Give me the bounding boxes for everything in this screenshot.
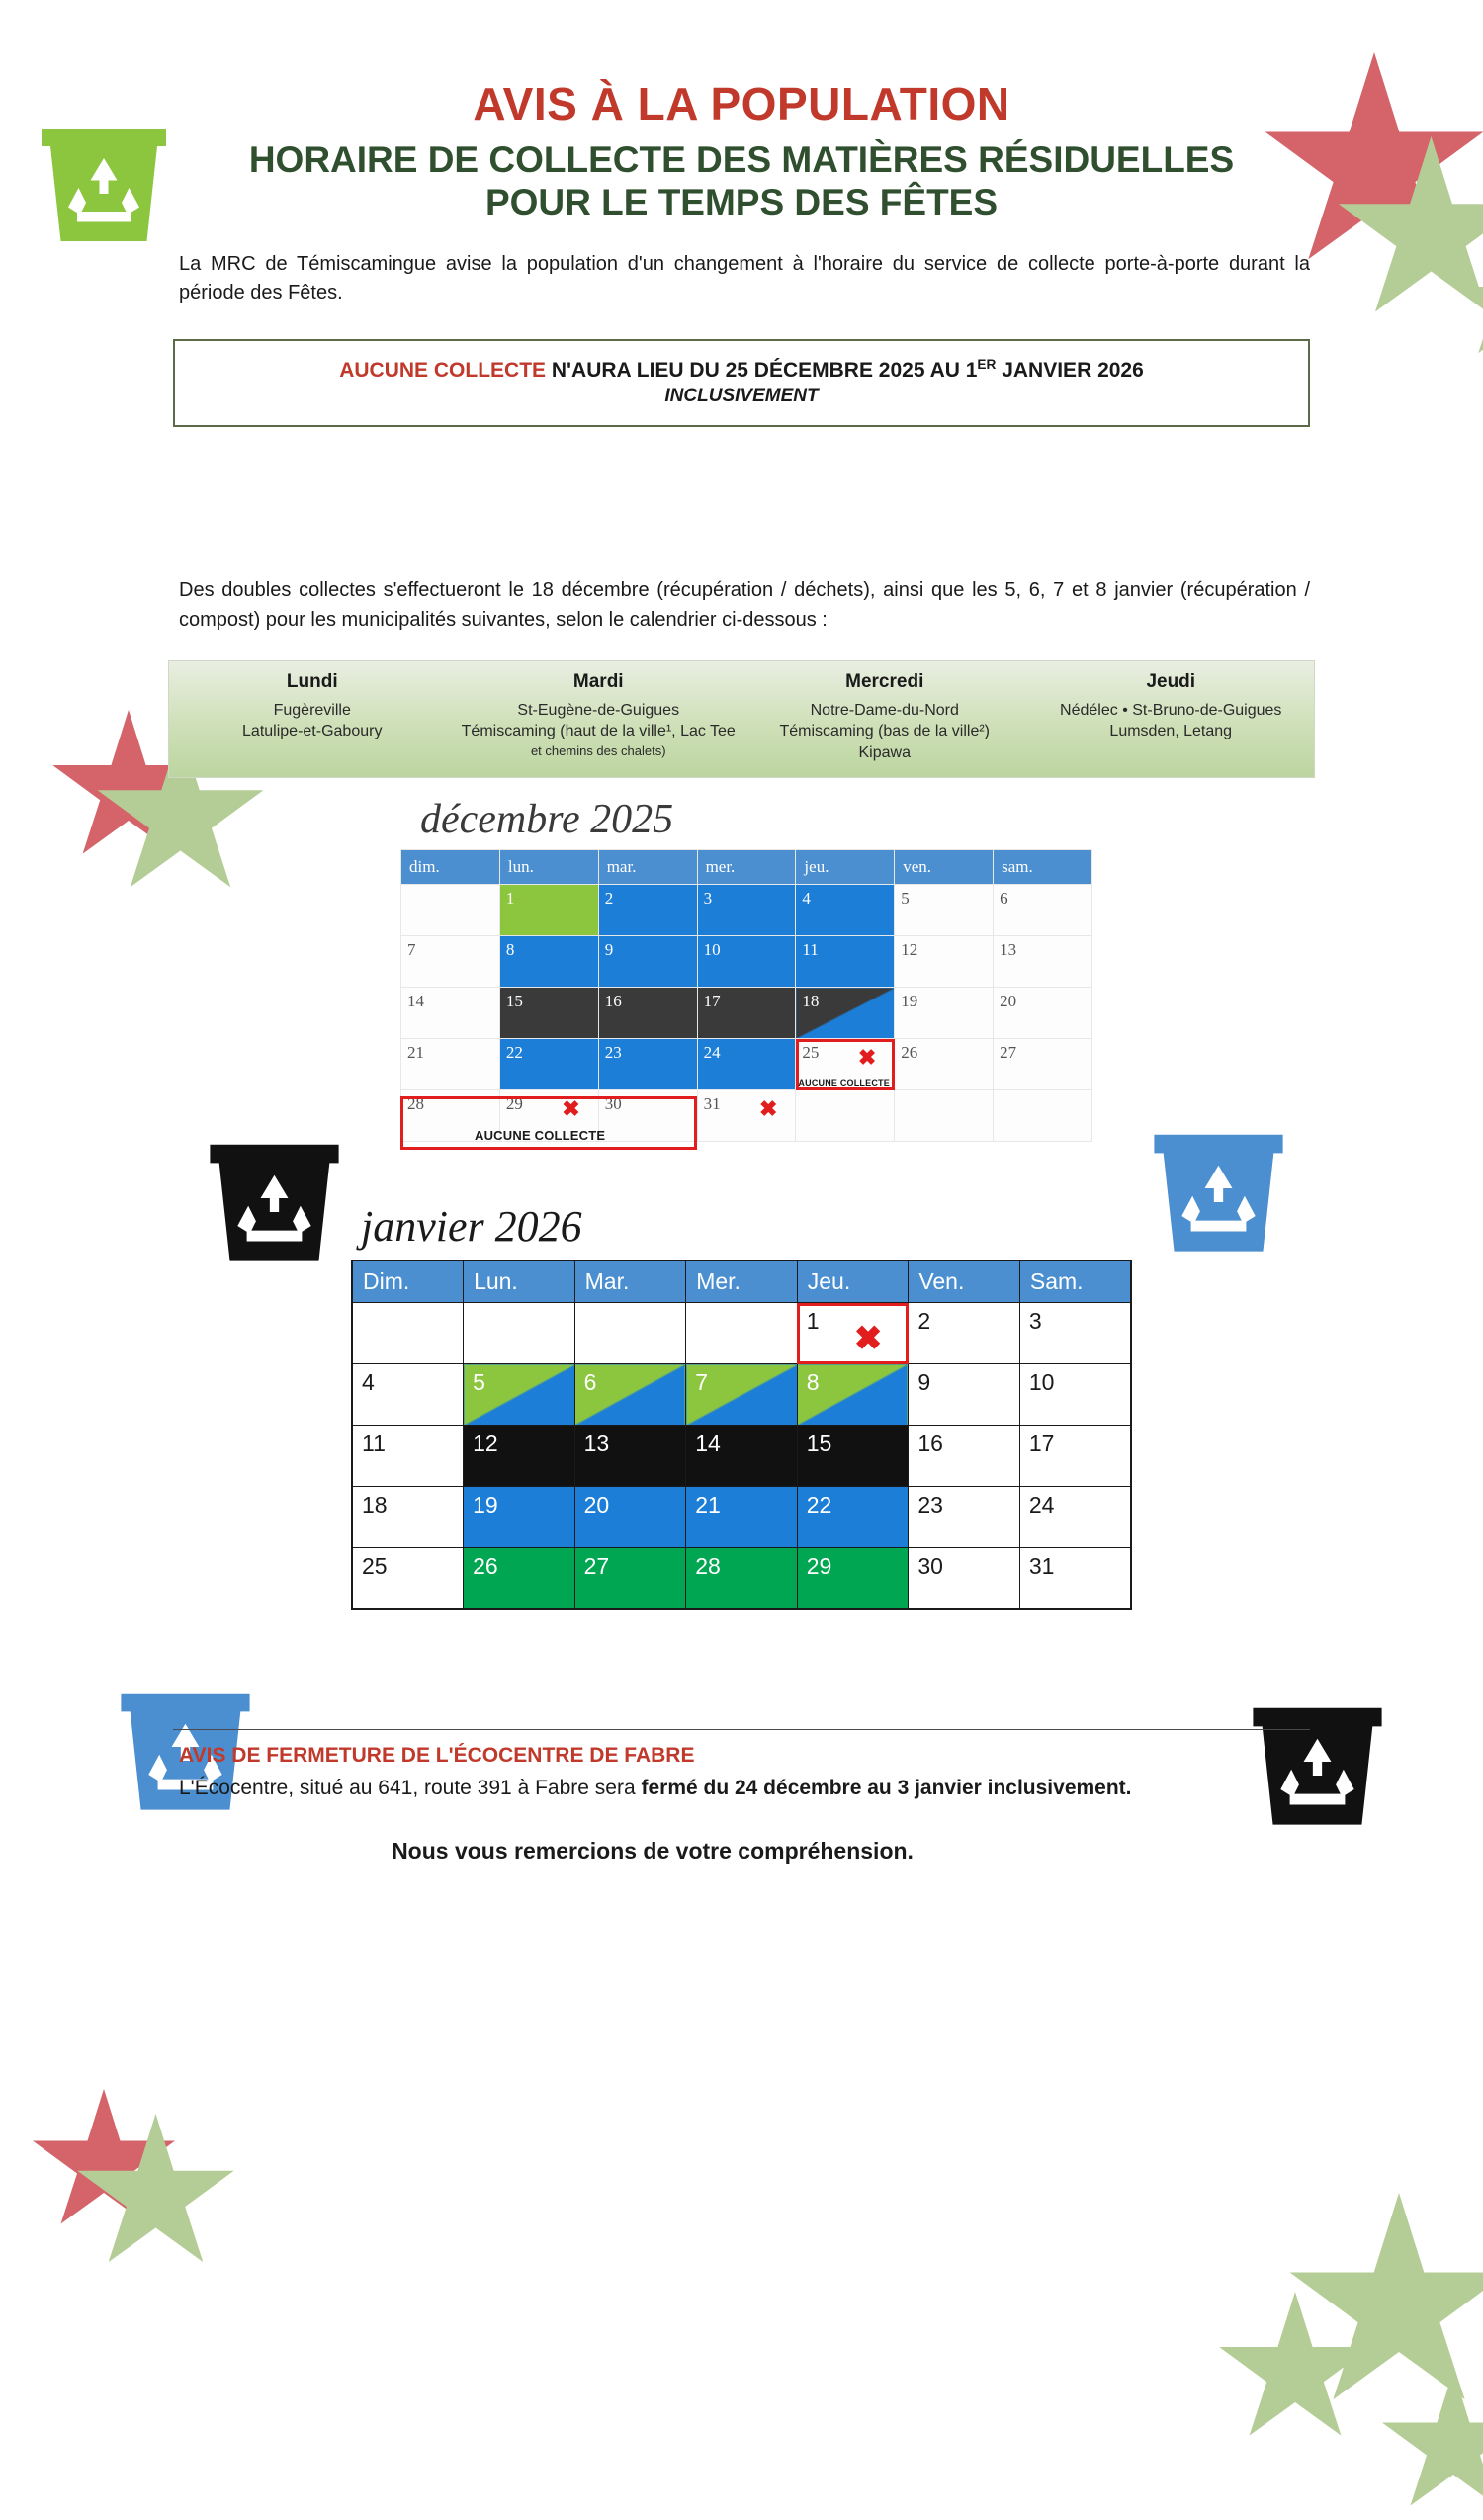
weekday-header: Mar. — [574, 1260, 686, 1303]
calendar-day-cell: 29 ✖ — [499, 1090, 598, 1142]
weekday-header: Mer. — [686, 1260, 798, 1303]
notice-rest2: JANVIER 2026 — [996, 358, 1144, 382]
january-calendar — [351, 1201, 1132, 1610]
municipality-name: Fugèreville — [273, 701, 351, 719]
calendar-day-cell: 17 — [697, 988, 796, 1039]
calendar-empty-cell — [895, 1090, 994, 1142]
intro-paragraph: La MRC de Témiscamingue avise la population d'un changement à l'horaire du service de collecte porte-à-porte durant la période des Fêtes. — [179, 252, 1310, 304]
calendar-week-row — [352, 1364, 1131, 1426]
footer-divider — [173, 1729, 1310, 1730]
calendar-day-cell: 3 — [1019, 1303, 1131, 1364]
december-calendar-table — [400, 849, 1092, 1142]
notice-line-2: INCLUSIVEMENT — [664, 385, 819, 406]
weekday-header: Sam. — [1019, 1260, 1131, 1303]
municipality-name: St-Eugène-de-Guigues — [517, 701, 680, 719]
calendar-day-cell: 1 ✖ — [797, 1303, 909, 1364]
municipality-name: Latulipe-et-Gaboury — [242, 723, 383, 740]
calendar-empty-cell — [686, 1303, 798, 1364]
weekday-header: Dim. — [352, 1260, 464, 1303]
calendar-day-cell: 22 — [499, 1039, 598, 1090]
notice-highlight: AUCUNE COLLECTE — [339, 358, 547, 382]
calendar-day-cell: 30 — [909, 1548, 1020, 1609]
calendar-day-cell: 12 — [464, 1426, 575, 1487]
municipality-column-tuesday — [456, 661, 742, 778]
calendar-day-cell: 9 — [909, 1364, 1020, 1426]
calendar-week-row — [352, 1426, 1131, 1487]
weekday-header: sam. — [994, 850, 1092, 885]
calendar-empty-cell — [401, 885, 500, 936]
calendar-day-cell: 18 — [352, 1487, 464, 1548]
municipality-name: Nédélec • St-Bruno-de-Guigues — [1060, 701, 1282, 719]
municipality-column-wednesday — [742, 661, 1028, 778]
page-subtitle-line1: HORAIRE DE COLLECTE DES MATIÈRES RÉSIDUELLES — [248, 139, 1235, 180]
weekday-label: Lundi — [286, 670, 338, 692]
calendar-day-cell: 1 — [499, 885, 598, 936]
calendar-day-cell: 22 — [797, 1487, 909, 1548]
calendar-day-cell: 26 — [464, 1548, 575, 1609]
calendar-day-cell: 2 — [909, 1303, 1020, 1364]
calendar-day-cell: 10 — [697, 936, 796, 988]
calendar-day-cell: 10 — [1019, 1364, 1131, 1426]
municipality-list — [1034, 700, 1309, 742]
calendar-day-cell: 31 ✖ — [697, 1090, 796, 1142]
calendar-day-cell: 26 — [895, 1039, 994, 1090]
december-calendar-title: décembre 2025 — [420, 797, 674, 843]
weekday-header: mar. — [598, 850, 697, 885]
municipality-name: Kipawa — [858, 743, 911, 761]
weekday-label: Jeudi — [1146, 670, 1196, 692]
municipality-list — [747, 700, 1022, 764]
x-mark-icon: ✖ — [853, 1320, 883, 1358]
calendar-day-cell: 7 — [401, 936, 500, 988]
calendar-day-cell: 2 — [598, 885, 697, 936]
no-collection-label: AUCUNE COLLECTE — [798, 1078, 890, 1088]
calendar-day-cell: 16 — [909, 1426, 1020, 1487]
calendar-week-row — [352, 1548, 1131, 1609]
calendar-day-cell: 9 — [598, 936, 697, 988]
calendar-day-cell: 19 — [895, 988, 994, 1039]
calendar-day-cell: 23 — [598, 1039, 697, 1090]
municipality-name: Témiscaming (haut de la ville¹, Lac Tee — [461, 723, 736, 740]
calendar-empty-cell — [574, 1303, 686, 1364]
ecocentre-notice-bold: fermé du 24 décembre au 3 janvier inclusivement. — [641, 1776, 1132, 1799]
municipality-name: Lumsden, Letang — [1109, 723, 1233, 740]
calendar-day-cell: 3 — [697, 885, 796, 936]
calendar-day-cell: 24 — [697, 1039, 796, 1090]
december-header-row — [401, 850, 1092, 885]
calendar-week-row — [401, 988, 1092, 1039]
thanks-message: Nous vous remercions de votre compréhension. — [392, 1837, 914, 1864]
page-title: AVIS À LA POPULATION — [473, 78, 1010, 130]
notice-line-1 — [185, 357, 1298, 383]
weekday-header: ven. — [895, 850, 994, 885]
municipality-note: et chemins des chalets) — [530, 742, 666, 758]
municipality-list — [175, 700, 450, 742]
calendar-day-cell: 17 — [1019, 1426, 1131, 1487]
x-mark-icon: ✖ — [857, 1045, 877, 1071]
calendar-day-cell: 16 — [598, 988, 697, 1039]
january-header-row — [352, 1260, 1131, 1303]
january-calendar-table — [351, 1260, 1132, 1610]
calendar-day-cell: 12 — [895, 936, 994, 988]
municipality-name: Témiscaming (bas de la ville²) — [779, 723, 990, 740]
ecocentre-notice-text — [173, 1777, 1310, 1800]
weekday-label: Mardi — [572, 670, 624, 692]
calendar-day-cell: 6 — [994, 885, 1092, 936]
weekday-header: jeu. — [796, 850, 895, 885]
calendar-week-row — [352, 1303, 1131, 1364]
january-calendar-title: janvier 2026 — [361, 1202, 582, 1252]
calendar-day-cell: 25 AUCUNE COLLECTE ✖ — [796, 1039, 895, 1090]
calendar-day-cell: 28 — [686, 1548, 798, 1609]
calendar-day-cell: 19 — [464, 1487, 575, 1548]
notice-rest: N'AURA LIEU DU 25 DÉCEMBRE 2025 AU 1 — [546, 358, 978, 382]
calendar-day-cell: 15 — [499, 988, 598, 1039]
calendar-day-cell: 7 — [686, 1364, 798, 1426]
december-calendar — [400, 796, 1092, 1142]
ecocentre-notice-plain: L'Écocentre, situé au 641, route 391 à Fabre sera — [179, 1776, 642, 1799]
calendar-day-cell: 28 — [401, 1090, 500, 1142]
weekday-header: Jeu. — [797, 1260, 909, 1303]
municipality-column-thursday — [1028, 661, 1315, 778]
december-no-collection-label: AUCUNE COLLECTE — [475, 1128, 606, 1144]
decorative-star-green — [1379, 2371, 1483, 2519]
calendar-day-cell: 21 — [401, 1039, 500, 1090]
calendar-day-cell: 27 — [574, 1548, 686, 1609]
calendar-day-cell: 11 — [796, 936, 895, 988]
x-mark-icon: ✖ — [758, 1096, 778, 1122]
calendar-week-row — [352, 1487, 1131, 1548]
calendar-empty-cell — [352, 1303, 464, 1364]
december-calendar-body — [401, 885, 1092, 1142]
calendar-day-cell: 21 — [686, 1487, 798, 1548]
calendar-day-cell: 5 — [464, 1364, 575, 1426]
municipalities-table — [168, 660, 1315, 779]
calendar-day-cell: 4 — [796, 885, 895, 936]
notice-superscript: ER — [977, 356, 997, 372]
calendar-empty-cell — [464, 1303, 575, 1364]
calendar-week-row — [401, 1039, 1092, 1090]
no-collection-notice — [173, 339, 1310, 427]
calendar-day-cell: 27 — [994, 1039, 1092, 1090]
weekday-header: mer. — [697, 850, 796, 885]
calendar-day-cell: 14 — [401, 988, 500, 1039]
municipality-column-monday — [169, 661, 456, 778]
calendar-empty-cell — [994, 1090, 1092, 1142]
calendar-day-cell: 29 — [797, 1548, 909, 1609]
weekday-header: dim. — [401, 850, 500, 885]
page-subtitle-line2: POUR LE TEMPS DES FÊTES — [484, 182, 999, 223]
x-mark-icon: ✖ — [562, 1096, 580, 1122]
calendar-day-cell: 24 — [1019, 1487, 1131, 1548]
calendar-day-cell: 25 — [352, 1548, 464, 1609]
calendar-day-cell: 13 — [574, 1426, 686, 1487]
calendar-day-cell: 14 — [686, 1426, 798, 1487]
calendar-day-cell: 8 — [797, 1364, 909, 1426]
weekday-header: Lun. — [464, 1260, 575, 1303]
calendar-day-cell: 31 — [1019, 1548, 1131, 1609]
municipality-list — [462, 700, 737, 760]
double-collection-paragraph: Des doubles collectes s'effectueront le 18 décembre (récupération / déchets), ainsi que les 5, 6, 7 et 8 janvier (récupération / compost) pour les municipalités suivantes, selon le calendrier ci-dessous : — [179, 578, 1310, 631]
january-calendar-body — [352, 1303, 1131, 1609]
weekday-header: lun. — [499, 850, 598, 885]
weekday-header: Ven. — [909, 1260, 1020, 1303]
ecocentre-notice-title: AVIS DE FERMETURE DE L'ÉCOCENTRE DE FABRE — [179, 1743, 695, 1767]
calendar-day-cell: 5 — [895, 885, 994, 936]
municipality-name: Notre-Dame-du-Nord — [810, 701, 959, 719]
calendar-day-cell: 30 — [598, 1090, 697, 1142]
page-subtitle — [119, 138, 1364, 224]
calendar-day-cell: 23 — [909, 1487, 1020, 1548]
weekday-label: Mercredi — [845, 670, 924, 692]
calendar-day-cell: 4 — [352, 1364, 464, 1426]
calendar-day-cell: 13 — [994, 936, 1092, 988]
calendar-day-cell: 20 — [574, 1487, 686, 1548]
calendar-day-cell: 15 — [797, 1426, 909, 1487]
calendar-empty-cell — [796, 1090, 895, 1142]
calendar-day-cell: 6 — [574, 1364, 686, 1426]
calendar-day-cell: 11 — [352, 1426, 464, 1487]
calendar-day-cell: 20 — [994, 988, 1092, 1039]
calendar-week-row — [401, 885, 1092, 936]
calendar-day-cell: 18 — [796, 988, 895, 1039]
calendar-week-row — [401, 936, 1092, 988]
calendar-day-cell: 8 — [499, 936, 598, 988]
